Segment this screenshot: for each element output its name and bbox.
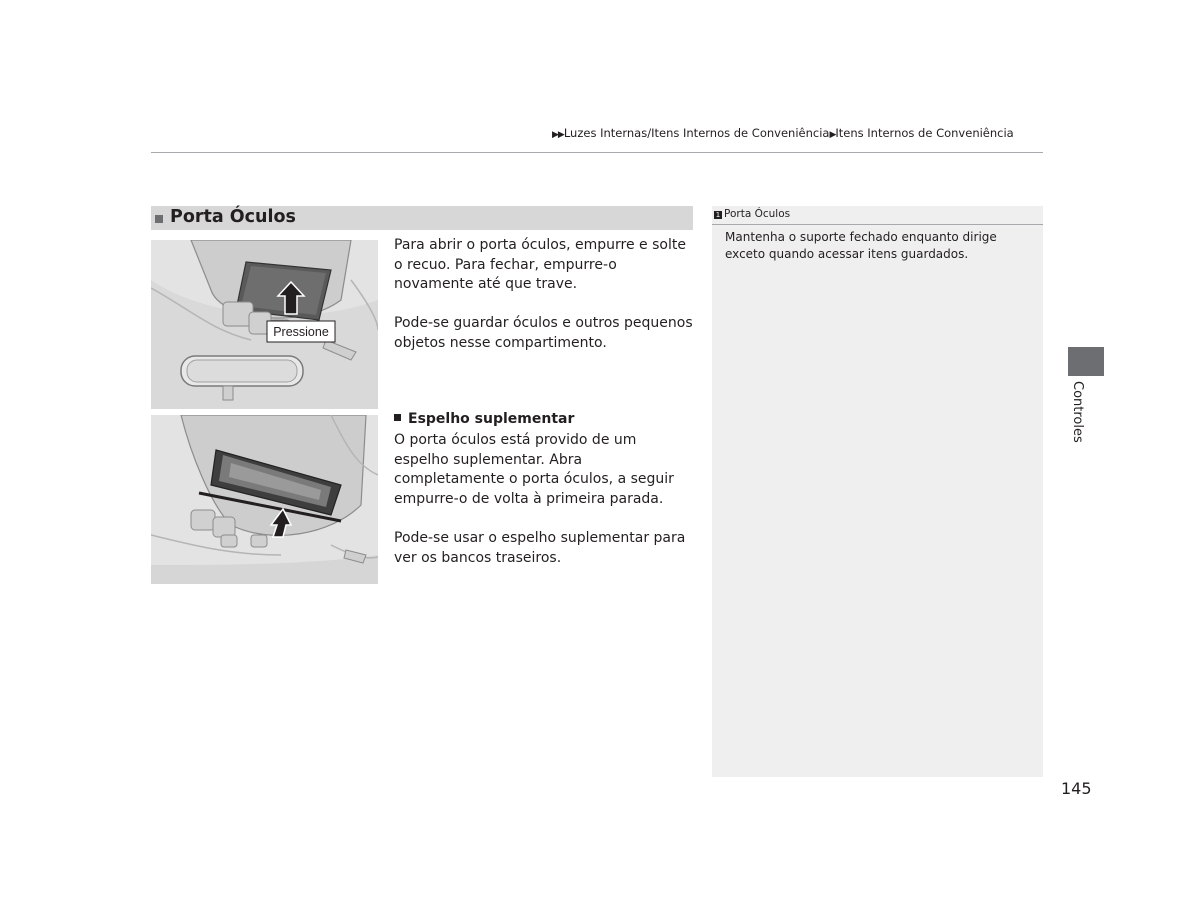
paragraph-mirror-use: Pode-se usar o espelho suplementar para ver os bancos traseiros. (394, 530, 686, 566)
section-square-icon (155, 215, 163, 223)
chapter-tab (1068, 347, 1104, 376)
paragraph-open-instructions: Para abrir o porta óculos, empurre e solte o recuo. Para fechar, empurre-o novamente até que trave. (394, 237, 686, 292)
sidebar-text: Mantenha o suporte fechado enquanto dirige exceto quando acessar itens guardados. (725, 230, 997, 261)
section-title: Porta Óculos (170, 207, 296, 227)
reference-mark-icon: 1 (715, 211, 721, 219)
subheading-square-icon (394, 414, 401, 421)
subheading-mirror (394, 411, 574, 427)
breadcrumb (552, 126, 1044, 140)
page-number: 145 (1061, 779, 1092, 798)
triangle-right-icon: ▶ (829, 130, 836, 140)
paragraph-storage: Pode-se guardar óculos e outros pequenos objetos nesse compartimento. (394, 315, 693, 351)
breadcrumb-part-1: Luzes Internas/Itens Internos de Conveniência (563, 126, 830, 140)
chapter-tab-label: Controles (1070, 381, 1085, 443)
sidebar-title: Porta Óculos (724, 208, 791, 220)
callout-pressione: Pressione (273, 325, 329, 339)
breadcrumb-part-2: Itens Internos de Conveniência (835, 126, 1014, 140)
header-rule (151, 152, 1043, 153)
sunglasses-holder-closed-illustration (151, 240, 378, 409)
figure-sunglasses-holder-mirror (151, 415, 378, 584)
double-triangle-right-icon: ▶▶ (552, 130, 564, 140)
sidebar-note (712, 206, 1043, 777)
sidebar-header (712, 206, 1043, 225)
subheading-text: Espelho suplementar (408, 411, 575, 427)
sunglasses-holder-mirror-illustration (151, 415, 378, 584)
paragraph-mirror-instructions: O porta óculos está provido de um espelho suplementar. Abra completamente o porta óculos, a seguir empurre-o de volta à primeira parada. (394, 432, 674, 507)
section-header (151, 206, 693, 230)
figure-sunglasses-holder-closed (151, 240, 378, 409)
